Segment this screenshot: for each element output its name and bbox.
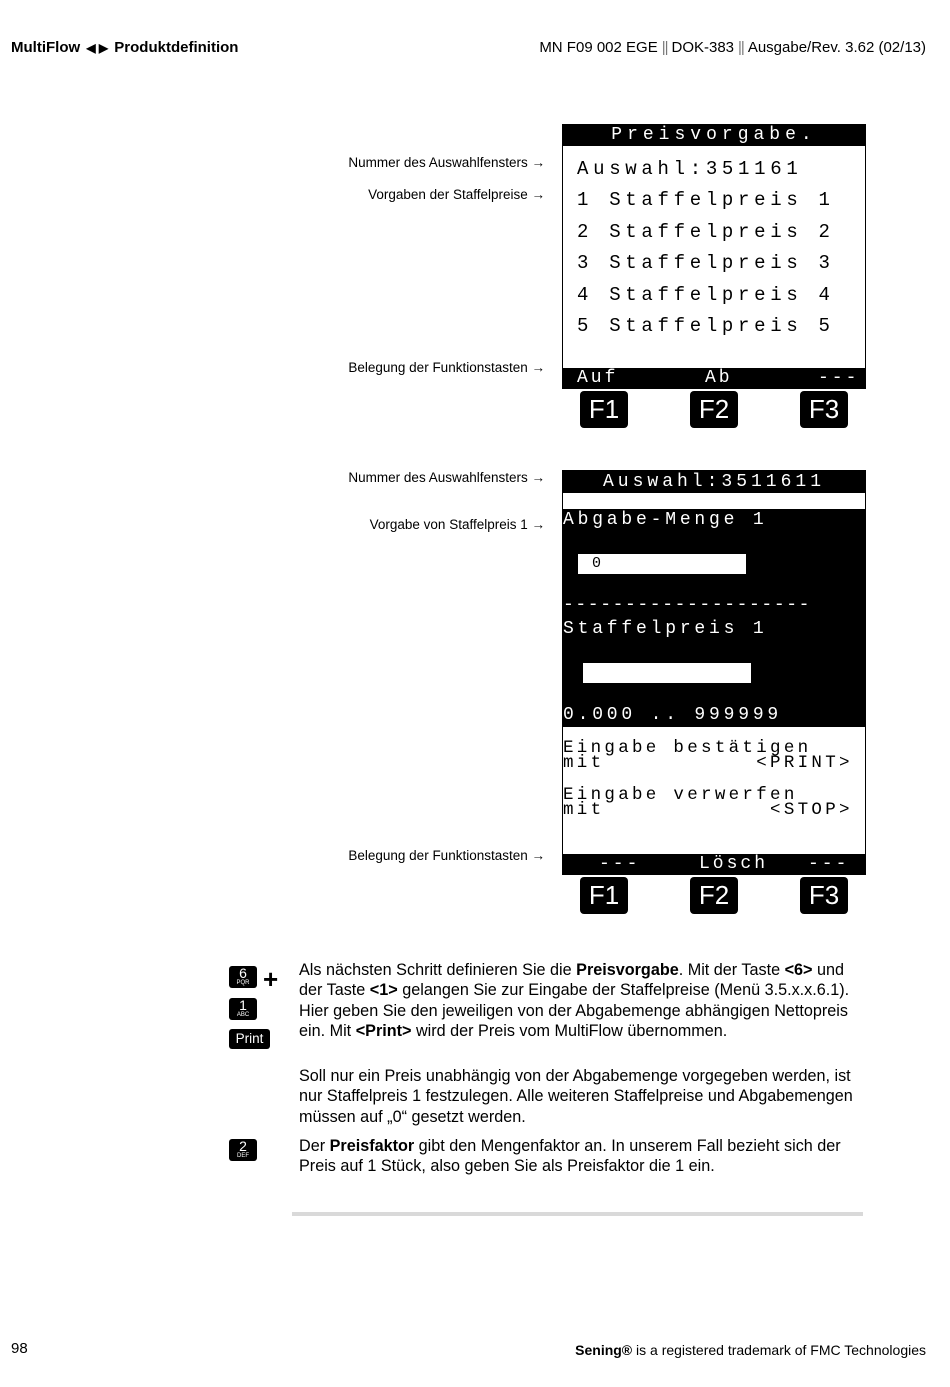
- f2-label: Ab: [705, 368, 733, 388]
- key-6-icon: 6 PQR: [229, 966, 257, 988]
- f3-button[interactable]: F3: [800, 391, 848, 428]
- lcd-screen-tier-price-entry: [562, 470, 866, 875]
- doc-id: DOK-383: [671, 39, 735, 56]
- header-left: [11, 39, 238, 56]
- function-key-bar: [563, 368, 865, 388]
- separator-dashes: --------------------: [563, 595, 812, 615]
- annotation-tier-prices: Vorgaben der Staffelpreise →: [368, 187, 545, 202]
- screen-title: Auswahl:3511611: [563, 471, 865, 493]
- paragraph-price-factor: Der Preisfaktor gibt den Mengenfaktor an. In unserem Fall bezieht sich der Preis auf 1 Stück, also geben Sie als Preisfaktor die 1 ein.: [299, 1137, 841, 1176]
- f3-button[interactable]: F3: [800, 877, 848, 914]
- doc-number: MN F09 002 EGE: [539, 39, 658, 56]
- f3-label: ---: [818, 368, 860, 388]
- header-product: MultiFlow: [11, 39, 81, 56]
- f3-label: ---: [808, 854, 850, 874]
- nav-arrows-icon: ◀ ▶: [86, 41, 109, 55]
- annotation-function-keys: Belegung der Funktionstasten →: [348, 360, 545, 375]
- f2-button[interactable]: F2: [690, 877, 738, 914]
- paragraph-single-price: Soll nur ein Preis unabhängig von der Abgabemenge vorgegeben werden, ist nur Staffelpreis 1 festzulegen. Alle weiteren Staffelpreise und Abgabemengen müssen auf „0“ gesetzt werden.: [299, 1067, 853, 1126]
- function-key-bar: [563, 854, 865, 874]
- menu-item[interactable]: 2 Staffelpreis 2: [577, 221, 835, 243]
- menu-item[interactable]: 4 Staffelpreis 4: [577, 284, 835, 306]
- header-right: [539, 39, 926, 56]
- menu-selection: Auswahl:351161: [577, 158, 803, 180]
- tier-price-input[interactable]: [582, 662, 752, 684]
- tier-price-label: Staffelpreis 1: [563, 619, 768, 639]
- lcd-screen-price-menu: [562, 124, 866, 389]
- divider: ||: [661, 39, 668, 56]
- doc-revision: Ausgabe/Rev. 3.62 (02/13): [747, 39, 926, 56]
- print-key-icon: Print: [229, 1029, 270, 1049]
- quantity-input[interactable]: 0: [577, 553, 747, 575]
- key-1-icon: 1 ABC: [229, 998, 257, 1020]
- paragraph-instructions: Als nächsten Schritt definieren Sie die Preisvorgabe. Mit der Taste <6> und der Taste <1> gelangen Sie zur Eingabe der Staffelpreise (Menü 3.5.x.x.6.1). Hier geben Sie den jeweiligen von der Abgabemenge abhängigen Nettopreis ein. Mit <Print> wird der Preis vom MultiFlow übernommen.: [299, 961, 850, 1041]
- header-section: Produktdefinition: [114, 39, 239, 56]
- key-2-icon: 2 DEF: [229, 1139, 257, 1161]
- annotation-tier-price-1: Vorgabe von Staffelpreis 1 →: [369, 517, 545, 532]
- annotation-function-keys: Belegung der Funktionstasten →: [348, 848, 545, 863]
- section-divider: [292, 1212, 863, 1216]
- entry-area: [563, 509, 865, 727]
- annotation-window-number: Nummer des Auswahlfensters →: [348, 155, 545, 170]
- f1-label: ---: [599, 854, 641, 874]
- divider: ||: [738, 39, 744, 56]
- menu-item[interactable]: 1 Staffelpreis 1: [577, 189, 835, 211]
- help-confirm: Eingabe bestätigen mit <PRINT>: [563, 738, 853, 773]
- help-cancel: Eingabe verwerfen mit <STOP>: [563, 785, 853, 820]
- menu-item[interactable]: 3 Staffelpreis 3: [577, 252, 835, 274]
- plus-icon: +: [263, 964, 279, 994]
- screen-title: Preisvorgabe.: [563, 125, 865, 146]
- footer-trademark: Sening® is a registered trademark of FMC Technologies: [575, 1342, 926, 1358]
- f1-label: Auf: [577, 368, 619, 388]
- annotation-window-number: Nummer des Auswahlfensters →: [348, 470, 545, 485]
- quantity-label: Abgabe-Menge 1: [563, 510, 768, 530]
- f2-label: Lösch: [699, 854, 769, 874]
- f2-button[interactable]: F2: [690, 391, 738, 428]
- f1-button[interactable]: F1: [580, 877, 628, 914]
- page-number: 98: [11, 1340, 28, 1357]
- value-range: 0.000 .. 999999: [563, 705, 783, 725]
- f1-button[interactable]: F1: [580, 391, 628, 428]
- menu-item[interactable]: 5 Staffelpreis 5: [577, 315, 835, 337]
